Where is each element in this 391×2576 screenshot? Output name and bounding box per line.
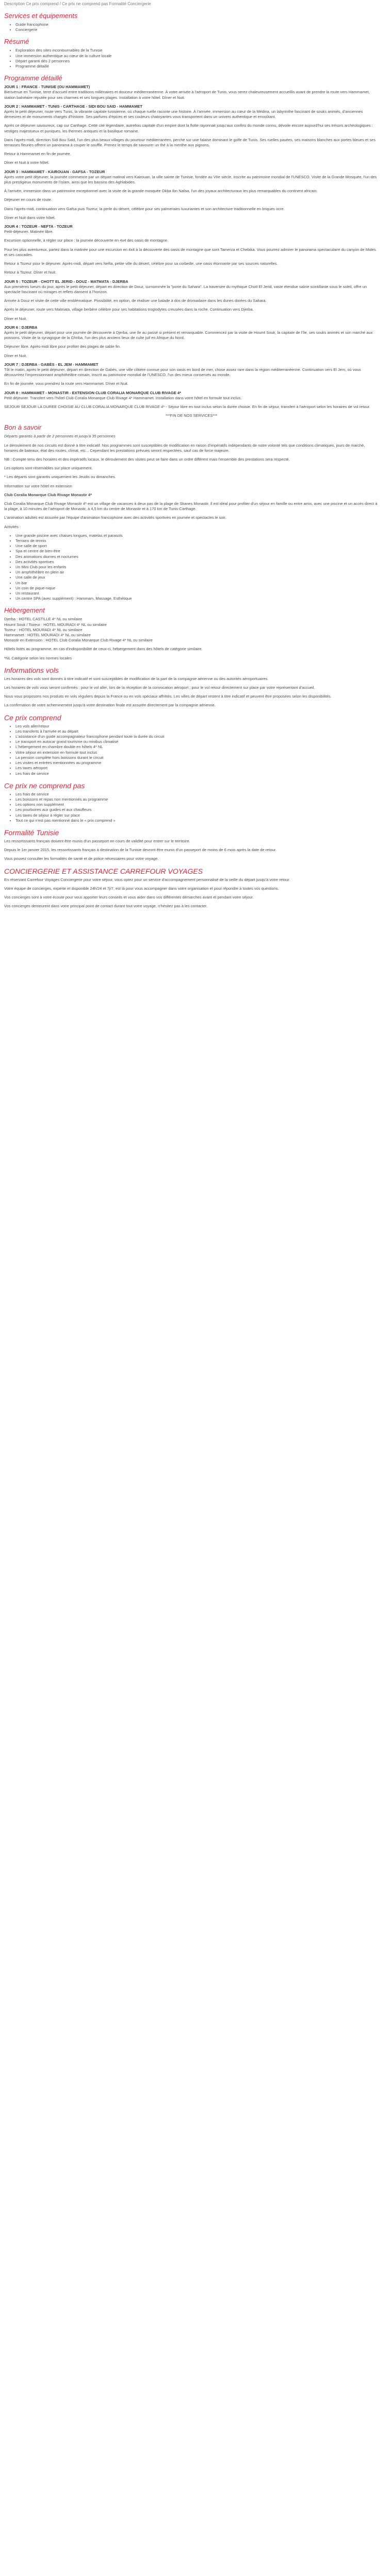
day-5-text: Aux premières lueurs du jour, après le petit déjeuner, départ en direction de Douz, surnommée la "porte du Sahara". La traversée du mythique Chott El Jerid, vaste étendue saline scintillante sous le soleil, offre un spectacle fascinant où mirages et reflets dansent à l'horizon.: [4, 284, 367, 294]
price-excludes-item: • Les boissons et repas non mentionnés au programme: [15, 797, 379, 802]
day-6: [4, 325, 379, 359]
club-activity: • Un amphithéâtre en plein air: [15, 570, 379, 575]
hotel-line: Djerba : HOTEL CASTILLE 4* NL ou similaire: [4, 617, 83, 622]
good-to-know-para: Information sur votre hôtel en extension: [4, 483, 72, 488]
formality-para: Depuis le 1er janvier 2015, les ressortissants français à destination de la Tunisie devront être munis d'un passeport de moins de 6 mois après la date de retour.: [4, 848, 276, 853]
services-heading: Services et équipements: [4, 12, 78, 20]
good-to-know-departure: Départs garantis à partir de 2 personnes et jusqu'à 35 personnes: [4, 434, 116, 439]
club-activity: • Des animations diurnes et nocturnes: [15, 554, 379, 560]
club-info-title: Club Coralia Monarque Club Rivage Monastir 4*: [4, 492, 92, 497]
price-includes-list: [4, 724, 379, 776]
club-activities-list: [4, 533, 379, 602]
day-2-para: Après ce déjeuner savoureux, cap sur Carthage. Cette cité légendaire, autrefois capitale d'un empire dont la flotte rayonnait jusqu'aux confins du monde connu, dévoile encore aujourd'hui ses trésors archéologiques : vestiges majestueux et puniques, les thermes antiques et la basilique romaine.: [4, 123, 373, 133]
flights-para: La confirmation de votre acheminement jusqu'à votre destination finale est assurée directement par la compagnie aérienne.: [4, 703, 216, 708]
price-includes-item: • Le transport en autocar grand tourisme ou minibus climatisé: [15, 739, 379, 744]
day-1: [4, 84, 379, 100]
day-4-text: Petit-déjeuner. Matinée libre.: [4, 229, 54, 234]
services-list: [4, 22, 379, 32]
day-3: [4, 170, 379, 221]
flights-para: Les horaires de vols vous seront confirmés : pour le vol aller, lors de la réception de la convocation aéroport ; pour le vol retour directement sur place par votre représentant d'accueil.: [4, 685, 315, 690]
day-7: [4, 362, 379, 387]
day-4-para: Excursion optionnelle, à régler sur place : la journée découverte en 4x4 des oasis de montagne.: [4, 238, 169, 243]
club-activity: • Un Mini Club pour les enfants: [15, 565, 379, 570]
day-2-para: Dîner et Nuit à votre hôtel.: [4, 160, 50, 165]
hotel-line: Hammamet : HOTEL MOURADI 4* NL ou similaire: [4, 633, 91, 638]
concierge-para: Votre équipe de concierges, experte et disponible 24h/24 et 7j/7, est là pour vous accompagner dans votre organisation et pour répondre à toutes vos questions.: [4, 886, 279, 891]
day-2-text: Après le petit déjeuner, route vers Tunis, la vibrante capitale tunisienne, où chaque ruelle raconte une histoire. À l'arrivée, immersion au cœur de la Médina, un labyrinthe fascinant de souks animés, d'anciennes demeures et de monuments chargés d'histoire. Ses parfums d'épices et ses couleurs chatoyantes vous transportent dans un univers authentique et envoûtant.: [4, 109, 363, 120]
accommodation-category: *NL Catégorie selon les normes locales: [4, 655, 72, 660]
price-includes-item: • Votre séjour en extension en formule tout inclus: [15, 750, 379, 755]
price-includes-item: • Les visites et entrées mentionnées au programme: [15, 760, 379, 766]
day-7-para: En fin de journée, vous prendrez la route vers Hammamet. Dîner et Nuit.: [4, 381, 128, 386]
price-includes-heading: Ce prix comprend: [4, 713, 61, 722]
price-includes-item: • Les transferts à l'arrivée et au départ: [15, 729, 379, 734]
price-excludes-heading: Ce prix ne comprend pas: [4, 781, 85, 790]
day-3-text: Après votre petit déjeuner, la journée commence par un départ matinal vers Kairouan, la ville sainte de Tunisie, fondée au VIIe siècle, inscrite au patrimoine mondial de l'UNESCO. Visite de la Grande Mosquée, l'un des plus prestigieux monuments de l'islam, ainsi que les bassins des Aghlabides.: [4, 174, 377, 185]
price-excludes-item: • Les frais de service: [15, 792, 379, 797]
flights-para: Les horaires des vols sont donnés à titre indicatif et sont susceptibles de modification de la part de la compagnie aérienne ou des autorités aéroportuaires.: [4, 676, 269, 681]
price-includes-item: • Les taxes aéroport: [15, 766, 379, 771]
good-to-know-para: * Les départs sont garantis uniquement les Jeudis ou dimanches.: [4, 474, 116, 480]
club-activity: • Un coin de pique-nique: [15, 586, 379, 591]
day-5: [4, 279, 379, 321]
day-4-para: Retour à Tozeur. Dîner et Nuit.: [4, 270, 57, 275]
flights-heading: Informations vols: [4, 666, 59, 674]
day-4-title: JOUR 4 : TOZEUR - NEFTA - TOZEUR: [4, 224, 73, 229]
good-to-know-para: NB : Compte tenu des horaires et des impératifs locaux, le déroulement des visites peut se faire dans un ordre différent mais l'ensemble des prestations sera respecté.: [4, 456, 290, 462]
day-1-title: JOUR 1 : FRANCE - TUNISIE (OU HAMMAMET): [4, 84, 90, 90]
program-heading: Programme détaillé: [4, 74, 62, 82]
services-item: • Conciergerie: [15, 27, 379, 32]
summary-heading: Résumé: [4, 38, 29, 46]
day-4: [4, 224, 379, 275]
accommodation-note: Hôtels listés au programme, en cas d'indisponibilité de ceux-ci, hébergement dans des hôtels de catégorie similaire.: [4, 647, 203, 652]
document-description: Description Ce prix comprend / Ce prix ne comprend pas Formalité Conciergerie: [4, 2, 151, 6]
summary-item: • Une immersion authentique au cœur de la culture locale: [15, 54, 379, 59]
day-8: [4, 391, 379, 410]
formality-para: Vous pouvez consulter les formalités de santé et de police nécessaires pour votre voyage.: [4, 856, 159, 861]
day-4-para: Retour à Tozeur pour le déjeuner. Après-midi, départ vers Nefta, petite ville du désert, célèbre pour sa corbeille, une oasis étonnante par ses sources naturelles.: [4, 261, 278, 266]
day-6-para: Dîner et Nuit.: [4, 353, 27, 358]
program-end-marker: ***FIN DE NOS SERVICES***: [165, 413, 218, 418]
formality-heading: Formalité Tunisie: [4, 828, 59, 837]
club-activity: • Des activités sportives: [15, 560, 379, 565]
formality-para: Les ressortissants français doivent être munis d'un passeport en cours de validité pour entrer sur le territoire.: [4, 838, 190, 843]
day-2-para: Dans l'après-midi, direction Sidi Bou Said, l'un des plus beaux villages du pourtour méditerranéen, perché sur une falaise dominant le golfe de Tunis. Ses ruelles pavées, ses maisons blanches aux portes bleues et ses terrasses fleuries offrent un panorama à couper le souffle. Prenez le temps de savourer un thé à la menthe aux pignons.: [4, 137, 376, 148]
day-3-para: Déjeuner en cours de route.: [4, 197, 52, 202]
club-activity: • Une grande piscine avec chaises longues, matelas et parasols: [15, 533, 379, 538]
day-3-para: Dîner et Nuit dans votre hôtel.: [4, 215, 56, 220]
page: [0, 0, 383, 918]
day-8-title: JOUR 8 : HAMMAMET - MONASTIR - EXTENSION CLUB CORALIA MONARQUE CLUB RIVAGE 4*: [4, 390, 181, 395]
summary-item: • Programme détaillé: [15, 64, 379, 69]
club-activity: • Une salle de jeux: [15, 575, 379, 580]
club-info-para: Activités :: [4, 524, 21, 529]
hotel-line: Monastir en Extension : HOTEL Club Coralia Monarque Club Rivage 4* NL ou similaire: [4, 638, 153, 643]
price-excludes-item: • Les options non supplément: [15, 802, 379, 807]
good-to-know-para: Le déroulement de nos circuits est donné à titre indicatif. Nos programmes sont susceptibles de modification en raison d'impératifs indépendants de notre volonté tels que conditions climatiques, jours de marché, horaires de bateaux, état des routes, climat, etc... Cependant les prestations prévues seront respectées, sauf cas de force majeure.: [4, 443, 365, 453]
day-6-text: Après le petit déjeuner, départ pour une journée de découverte à Djerba, une île au passé si présent et remarquable. Commencez par la visite de Houmt Souk, la capitale de l'île, ses souks animés et son marché aux poissons. Visite de la synagogue de la Ghriba, l'un des plus anciens lieux de culte juif en Afrique du Nord.: [4, 330, 373, 341]
concierge-heading: CONCIERGERIE ET ASSISTANCE CARREFOUR VOYAGES: [4, 867, 203, 875]
club-info-para: Club Coralia Monarque Club Rivage Monastir 4* est un village de vacances à deux pas de la plage de Skanes Monastir. Il est idéal pour profiter d'un séjour en famille ou entre amis, avec une piscine et un accès direct à la plage, à 10 minutes de l'aéroport de Monastir, à 4,5 km du centre de Monastir et à 170 km de Tunis-Carthage.: [4, 501, 378, 512]
day-7-text: Tôt le matin, après le petit déjeuner, départ en direction de Gabès, une ville côtière connue pour son oasis en bord de mer, chose assez rare dans la région méditerranéenne. Continuation vers El Jem, où vous découvrirez l'impressionnant amphithéâtre romain, inscrit au patrimoine mondial de l'UNESCO, l'un des mieux conservés au monde.: [4, 367, 361, 378]
day-6-title: JOUR 6 : DJERBA: [4, 325, 38, 330]
day-2-para: Retour à Hammamet en fin de journée.: [4, 151, 71, 157]
accommodation-list: [4, 617, 379, 643]
summary-list: [4, 48, 379, 69]
good-to-know-para: Les options sont réservables sur place uniquement.: [4, 466, 93, 471]
day-3-title: JOUR 3 : HAMMAMET - KAIROUAN - GAFSA - TOZEUR: [4, 169, 105, 174]
day-3-para: À l'arrivée, immersion dans un patrimoine exceptionnel avec la visite de la grande mosquée Okba Ibn Nafaa, l'un des joyaux architecturaux les plus remarquables du continent africain.: [4, 189, 318, 194]
day-4-para: Pour les plus aventureux, partez dans la matinée pour une excursion en 4x4 à la découverte des oasis de montagne que sont Tamerza et Chebika. Vous pourrez admirer le panorama spectaculaire du canyon de Mides et ses cascades.: [4, 247, 376, 257]
price-includes-item: • Les vols aller/retour: [15, 724, 379, 729]
day-2-title: JOUR 2 : HAMMAMET - TUNIS - CARTHAGE - SIDI BOU SAID - HAMMAMET: [4, 104, 142, 109]
concierge-para: Vos concierges demeurent dans votre principal point de contact durant tout votre voyage, n'hésitez pas à les contacter.: [4, 904, 208, 909]
good-to-know-heading: Bon à savoir: [4, 423, 42, 432]
summary-item: • Départ garanti dès 2 personnes: [15, 59, 379, 64]
club-activity: • Un bar: [15, 581, 379, 586]
day-5-title: JOUR 5 : TOZEUR - CHOTT EL JERID - DOUZ - MATMATA - DJERBA: [4, 279, 128, 284]
day-3-para: Dans l'après-midi, continuation vers Gafsa puis Tozeur, la perle du désert, célèbre pour ses palmeraies luxuriantes et son architecture traditionnelle en briques ocre.: [4, 206, 285, 211]
hotel-line: Houmt Souk / Tozeur : HOTEL MOURADI 4* NL ou similaire: [4, 622, 107, 627]
day-6-para: Déjeuner libre. Après-midi libre pour profiter des plages de sable fin.: [4, 344, 121, 349]
flights-para: Nous vous proposons nos produits en vols réguliers depuis la France ou en vols spéciaux affrétés. Les villes de départ restent à titre indicatif et peuvent être proposées selon les disponibilités.: [4, 694, 332, 699]
concierge-para: Vos concierges sont à votre écoute pour vous apporter leurs conseils et vous aider dans vos différentes démarches avant et pendant votre séjour.: [4, 894, 254, 900]
accommodation-heading: Hébergement: [4, 606, 45, 615]
price-includes-item: • La pension complète hors boissons durant le circuit: [15, 755, 379, 760]
concierge-para: En réservant Carrefour Voyages Conciergerie pour votre séjour, vous optez pour un service d'accompagnement personnalisé de la veille du départ jusqu'à votre retour.: [4, 877, 290, 882]
price-excludes-item: • Tout ce qui n'est pas mentionné dans le « prix comprend »: [15, 818, 379, 823]
club-activity: • Spa et centre de bien-être: [15, 549, 379, 554]
price-excludes-item: • Les taxes de séjour à régler sur place: [15, 813, 379, 818]
day-8-para: SEJOUR SEJOUR LA DUREE CHOISIE AU CLUB CORALIA MONARQUE CLUB RIVAGE 4* - Séjour libre en tout inclus selon la durée choisie. En fin de séjour, transfert à l'aéroport selon les horaires de vol retour.: [4, 404, 370, 409]
day-7-title: JOUR 7 : DJERBA - GABÈS - EL JEM - HAMMAMET: [4, 362, 99, 367]
day-1-text: Bienvenue en Tunisie, terre d'accueil entre traditions millénaires et douceur méditerranéenne. À votre arrivée à l'aéroport de Tunis, vous serez chaleureusement accueillis avant de prendre la route vers Hammamet, station balnéaire réputée pour ses charmes et ses longues plages. Installation à votre hôtel. Dîner et Nuit.: [4, 90, 370, 100]
club-info-para: L'animation adultes est assurée par l'équipe d'animation francophone avec des activités sportives en journée et spectacles le soir.: [4, 515, 226, 520]
club-activity: • Un restaurant: [15, 591, 379, 596]
day-5-para: Arrivée à Douz et visite de cette ville emblématique. Possibilité, en option, de réaliser une balade à dos de dromadaire dans les dunes dorées du Sahara.: [4, 298, 267, 303]
services-item: • Guide francophone: [15, 22, 379, 27]
price-excludes-list: [4, 792, 379, 823]
day-5-para: Dîner et Nuit.: [4, 316, 27, 321]
summary-item: • Exploration des sites incontournables de la Tunisie: [15, 48, 379, 53]
club-activity: • Terrains de tennis: [15, 538, 379, 544]
day-2: [4, 104, 379, 166]
price-includes-item: • L'hébergement en chambre double en hôtels 4* NL: [15, 744, 379, 750]
day-8-text: Petit déjeuner. Transfert vers l'hôtel Club Coralia Monarque Club Rivage 4* Hammamet. Installation dans votre hôtel en formule tout inclus.: [4, 395, 242, 400]
price-includes-item: • L'assistance d'un guide accompagnateur francophone pendant toute la durée du circuit: [15, 734, 379, 739]
club-activity: • Un centre SPA (avec supplément) : Hammam, Massage, Esthétique: [15, 596, 379, 601]
day-5-para: Après le déjeuner, route vers Matmata, village berbère célèbre pour ses habitations troglodytes creusées dans la roche. Continuation vers Djerba.: [4, 307, 254, 312]
price-excludes-item: • Les pourboires aux guides et aux chauffeurs: [15, 807, 379, 812]
hotel-line: Tozeur : HOTEL MOURADI 4* NL ou similaire: [4, 627, 83, 632]
price-includes-item: • Les frais de service: [15, 771, 379, 776]
club-activity: • Une salle de sport: [15, 544, 379, 549]
